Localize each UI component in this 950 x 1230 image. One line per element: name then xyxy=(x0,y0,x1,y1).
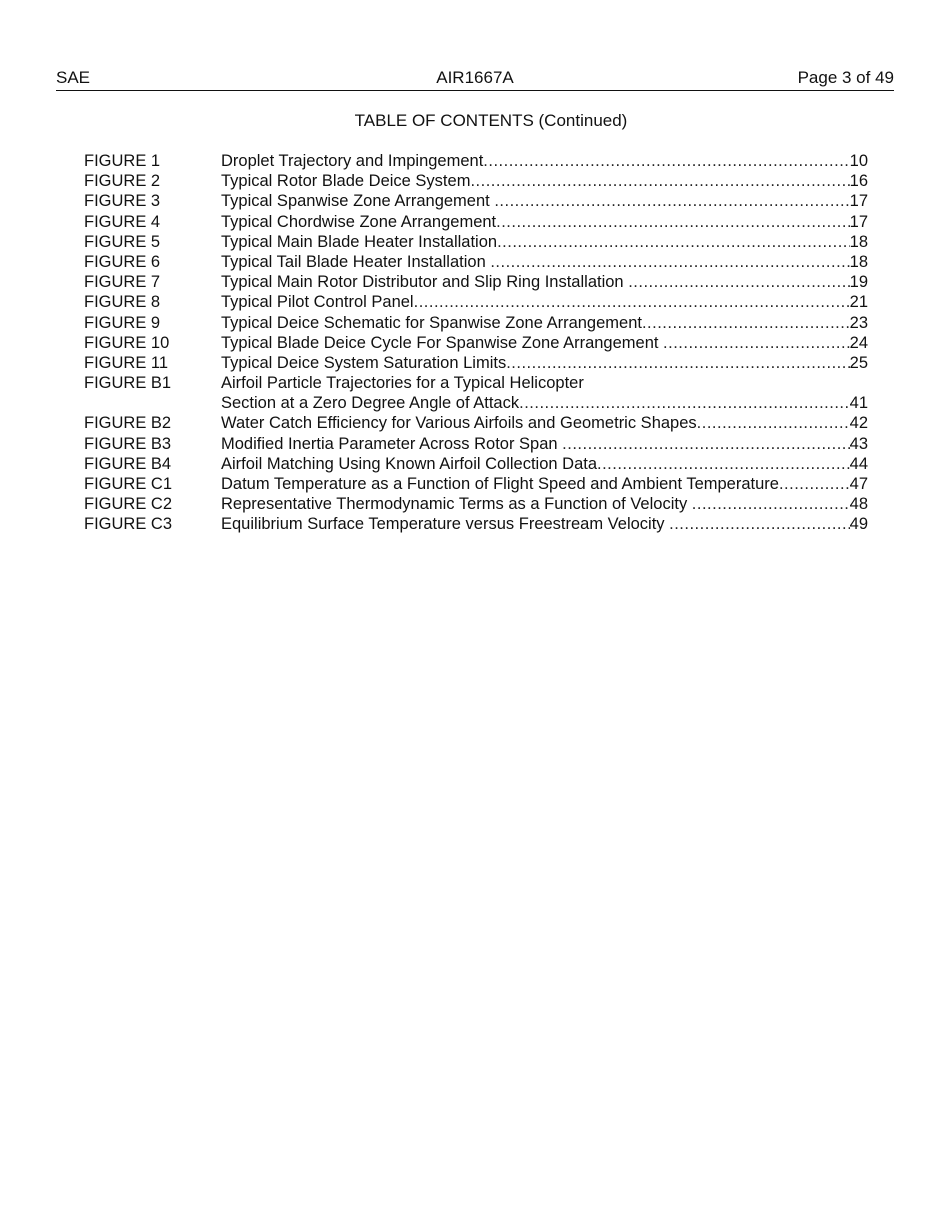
toc-entry[interactable] xyxy=(84,353,868,373)
toc-dot-leader xyxy=(506,353,849,373)
toc-entry-page-number: 25 xyxy=(849,353,868,372)
toc-entry-title: Typical Chordwise Zone Arrangement xyxy=(221,212,497,231)
toc-entry-page-number: 18 xyxy=(849,232,868,251)
toc-entry-label: FIGURE 6 xyxy=(84,252,161,271)
toc-entry[interactable] xyxy=(84,393,868,413)
toc-entry-page-number: 44 xyxy=(849,454,868,473)
toc-entry-page-number: 18 xyxy=(849,252,868,271)
toc-entry-title: Typical Rotor Blade Deice System xyxy=(221,172,471,191)
toc-entry-continued xyxy=(84,373,868,393)
toc-entry-label: FIGURE C2 xyxy=(84,495,173,514)
page-header xyxy=(56,68,894,91)
toc-entry-page-number: 16 xyxy=(849,172,868,191)
toc-entry[interactable] xyxy=(84,272,868,292)
toc-entry-body xyxy=(221,252,868,272)
toc-entry-body xyxy=(221,333,868,353)
toc-dot-leader xyxy=(519,393,850,413)
toc-entry-label: FIGURE B1 xyxy=(84,374,172,393)
header-document-number: AIR1667A xyxy=(436,68,514,87)
toc-entry-page-number: 23 xyxy=(849,313,868,332)
toc-entry-label: FIGURE 1 xyxy=(84,152,161,170)
toc-dot-leader xyxy=(663,333,850,353)
toc-entry-title: Droplet Trajectory and Impingement xyxy=(221,152,484,170)
toc-entry-title: Datum Temperature as a Function of Flight Speed and Ambient Temperature xyxy=(221,475,779,493)
toc-dot-leader xyxy=(490,252,849,272)
toc-entry-label: FIGURE B4 xyxy=(84,454,172,473)
toc-entry[interactable] xyxy=(84,474,868,494)
toc-entry-body xyxy=(221,151,868,171)
toc-entry-title: Typical Tail Blade Heater Installation xyxy=(221,252,491,271)
toc-entry-label: FIGURE 4 xyxy=(84,212,161,231)
toc-entry-label: FIGURE 2 xyxy=(84,172,161,191)
toc-entry-body xyxy=(221,393,868,413)
toc-entry-title: Airfoil Matching Using Known Airfoil Collection Data xyxy=(221,454,598,473)
toc-entry-label: FIGURE 10 xyxy=(84,333,170,352)
toc-entry[interactable] xyxy=(84,434,868,454)
toc-entry[interactable] xyxy=(84,252,868,272)
toc-entry-body xyxy=(221,474,868,494)
toc-dot-leader xyxy=(628,272,849,292)
toc-entry[interactable] xyxy=(84,171,868,191)
toc-entry-title: Equilibrium Surface Temperature versus Freestream Velocity xyxy=(221,515,670,534)
toc-entry-title: Typical Pilot Control Panel xyxy=(221,293,414,312)
toc-entry[interactable] xyxy=(84,514,868,534)
toc-entry-body xyxy=(221,514,868,534)
toc-title: TABLE OF CONTENTS (Continued) xyxy=(354,111,628,130)
toc-entry-body xyxy=(221,413,868,433)
toc-entry-body xyxy=(221,212,868,232)
toc-entry-title-line1: Airfoil Particle Trajectories for a Typical Helicopter xyxy=(221,374,584,393)
toc-dot-leader xyxy=(642,313,850,333)
toc-entry-title: Typical Main Blade Heater Installation xyxy=(221,232,498,251)
toc-entry-page-number: 21 xyxy=(849,293,868,312)
toc-entry[interactable] xyxy=(84,494,868,514)
toc-entry-body xyxy=(221,292,868,312)
toc-entry-page-number: 10 xyxy=(849,152,868,170)
toc-entry-title: Typical Spanwise Zone Arrangement xyxy=(221,192,495,211)
toc-dot-leader xyxy=(692,494,850,514)
toc-dot-leader xyxy=(562,434,849,454)
toc-entry[interactable] xyxy=(84,313,868,333)
toc-entry-body xyxy=(221,191,868,211)
toc-entry-body xyxy=(221,353,868,373)
toc-entry[interactable] xyxy=(84,191,868,211)
header-organization: SAE xyxy=(56,68,91,87)
toc-entry-title: Representative Thermodynamic Terms as a Function of Velocity xyxy=(221,495,692,514)
toc-entry[interactable] xyxy=(84,212,868,232)
toc-entry-body xyxy=(221,171,868,191)
toc-entry-label: FIGURE 5 xyxy=(84,232,161,251)
toc-entry-label: FIGURE 3 xyxy=(84,192,161,211)
toc-entry[interactable] xyxy=(84,333,868,353)
toc-entry-label: FIGURE C1 xyxy=(84,475,173,493)
toc-entry-title: Section at a Zero Degree Angle of Attack xyxy=(221,394,520,413)
toc-dot-leader xyxy=(697,413,850,433)
toc-entry-label: FIGURE B2 xyxy=(84,414,172,433)
header-page-number: Page 3 of 49 xyxy=(797,68,894,87)
toc-entry-label: FIGURE 9 xyxy=(84,313,161,332)
toc-dot-leader xyxy=(470,171,849,191)
toc-entry-label: FIGURE 7 xyxy=(84,273,161,292)
toc-entry-body xyxy=(221,232,868,252)
toc-dot-leader xyxy=(497,232,850,252)
toc-entry-body xyxy=(221,434,868,454)
toc-entry-page-number: 42 xyxy=(849,414,868,433)
toc-entry-label: FIGURE C3 xyxy=(84,515,173,534)
toc-entry[interactable] xyxy=(84,232,868,252)
toc-dot-leader xyxy=(414,292,850,312)
toc-entry-page-number: 48 xyxy=(849,495,868,514)
toc-entry[interactable] xyxy=(84,454,868,474)
toc-entry-title: Typical Deice System Saturation Limits xyxy=(221,353,507,372)
toc-dot-leader xyxy=(669,514,850,534)
toc-entry-title: Water Catch Efficiency for Various Airfoils and Geometric Shapes xyxy=(221,414,697,433)
toc-entry-page-number: 24 xyxy=(849,333,868,352)
toc-entry-title: Modified Inertia Parameter Across Rotor Span xyxy=(221,434,563,453)
toc-entry-page-number: 47 xyxy=(849,475,868,493)
toc-dot-leader xyxy=(597,454,850,474)
toc-entry-page-number: 17 xyxy=(849,212,868,231)
toc-dot-leader xyxy=(483,151,849,171)
toc-entry[interactable] xyxy=(84,292,868,312)
toc-entry-title: Typical Main Rotor Distributor and Slip Ring Installation xyxy=(221,273,629,292)
toc-entry-body xyxy=(221,272,868,292)
toc-entry-body xyxy=(221,494,868,514)
toc-entry-title: Typical Blade Deice Cycle For Spanwise Zone Arrangement xyxy=(221,333,664,352)
toc-entry-body xyxy=(221,454,868,474)
toc-entry-page-number: 17 xyxy=(849,192,868,211)
toc-entry-label xyxy=(84,393,221,413)
toc-entry-label: FIGURE 8 xyxy=(84,293,161,312)
toc-entry-page-number: 43 xyxy=(849,434,868,453)
toc-entry-body xyxy=(221,313,868,333)
toc-dot-leader xyxy=(496,212,850,232)
toc-entry-page-number: 41 xyxy=(849,394,868,413)
toc-entry[interactable] xyxy=(84,413,868,433)
toc-list xyxy=(84,151,868,535)
toc-entry-page-number: 19 xyxy=(849,273,868,292)
toc-entry-label: FIGURE B3 xyxy=(84,434,172,453)
toc-entry-label: FIGURE 11 xyxy=(84,353,169,372)
toc-entry-page-number: 49 xyxy=(849,515,868,534)
toc-dot-leader xyxy=(494,191,849,211)
toc-entry[interactable] xyxy=(84,151,868,171)
toc-entry-title: Typical Deice Schematic for Spanwise Zone Arrangement xyxy=(221,313,642,332)
toc-dot-leader xyxy=(779,474,850,494)
